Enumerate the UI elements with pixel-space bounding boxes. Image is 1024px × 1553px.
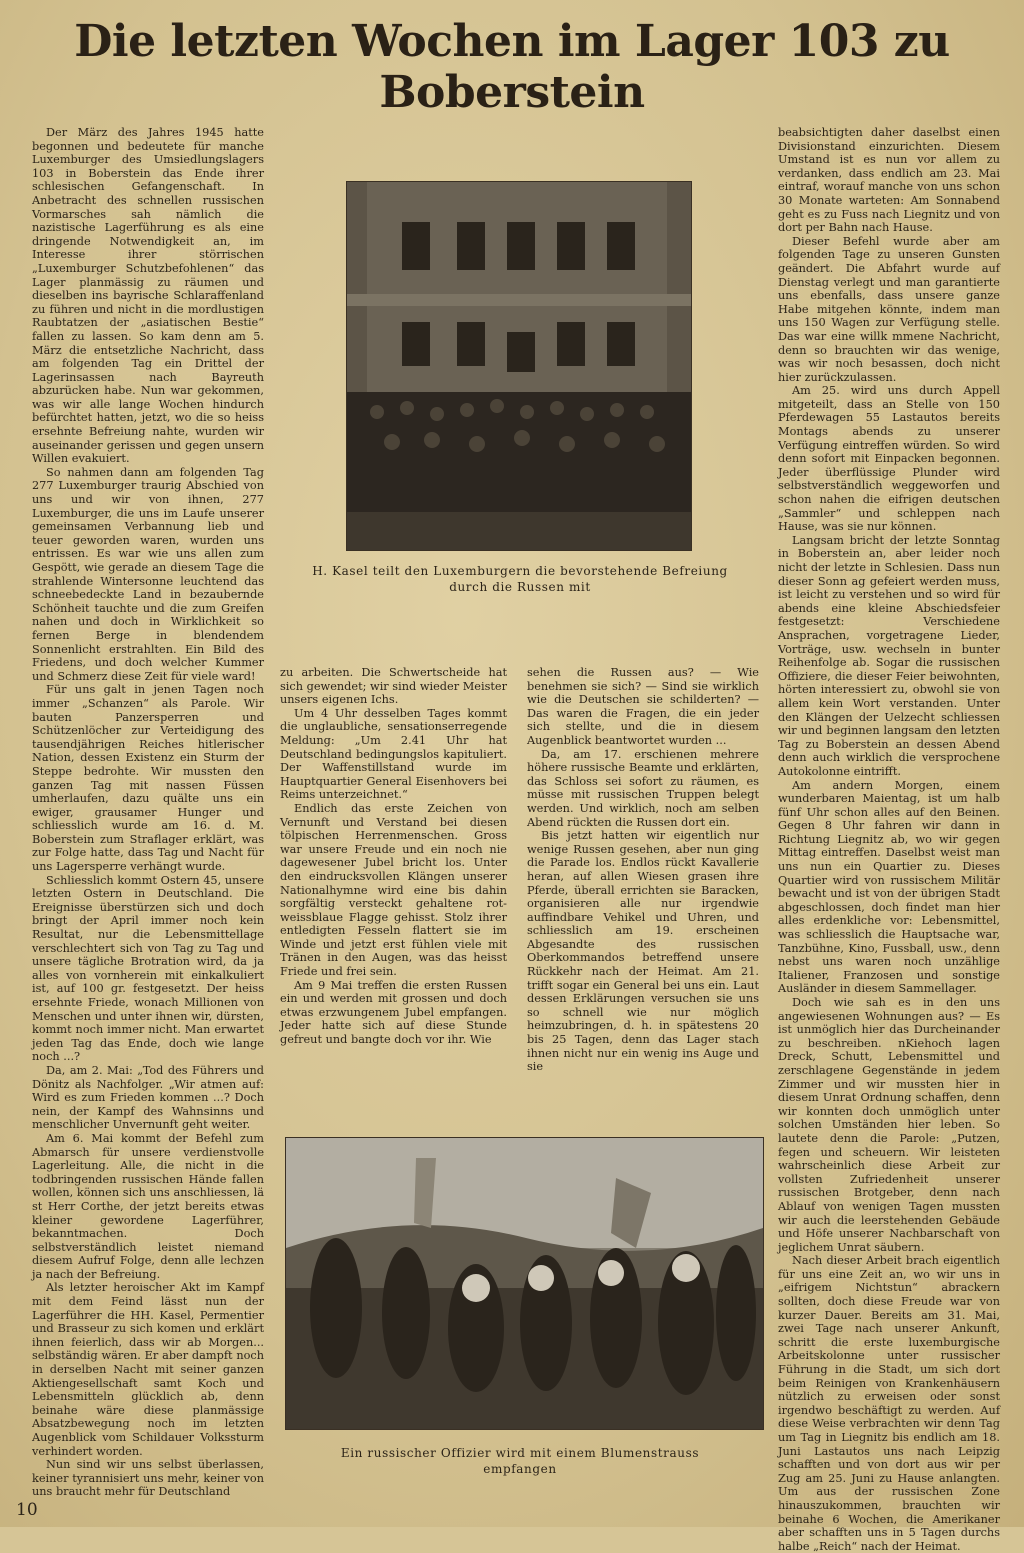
paragraph: Um 4 Uhr desselben Tages kommt die unglaubliche, sensationserregende Meldung: „Um 2.41 Uhr hat Deutschland bedingungslos kapituliert. Der Waffenstillstand wurde im Hauptquartier General Eisenhovers bei Reims unterzeichnet.“: [280, 706, 507, 802]
page-number: 10: [16, 1500, 38, 1520]
paragraph: beabsichtigten daher daselbst einen Divisionstand einzurichten. Diesem Umstand ist es nun vor allem zu verdanken, dass endlich am 23. Mai eintraf, worauf manche von uns schon 30 Monate warteten: Am Sonnabend geht es zu Fuss nach Liegnitz und von dort per Bahn nach Hause.: [778, 126, 1000, 235]
paragraph: Am 6. Mai kommt der Befehl zum Abmarsch für unsere verdienstvolle Lagerleitung. Alle, die nicht in die todbringenden russischen Hände fallen wollen, können sich uns anschliessen, lä st Herr Corthe, der jetzt bereits etwas kleiner gewordene Lagerführer, bekanntmachen. Doch selbstverständlich leistet niemand diesem Aufruf Folge, denn alle lechzen ja nach der Befreiung.: [32, 1131, 264, 1281]
paragraph: Nun sind wir uns selbst überlassen, keiner tyrannisiert uns mehr, keiner von uns braucht mehr für Deutschland: [32, 1458, 264, 1499]
paragraph: Langsam bricht der letzte Sonntag in Boberstein an, aber leider noch nicht der letzte in Schlesien. Dass nun dieser Sonn ag gefeiert werden muss, ist leicht zu verstehen und so wird für abends eine kleine Abschiedsfeier festgesetzt: Verschiedene Ansprachen, vorgetragene Lieder, Vorträge, usw. wechseln in bunter Reihenfolge ab. Sogar die russischen Offiziere, die dieser Feier beiwohnten, hörten interessiert zu, obwohl sie von allem kein Wort verstanden. Unter den Klängen der Uelzecht schliessen wir und beginnen langsam den letzten Tag zu Boberstein an dessen Abend denn auch wirklich die versprochene Autokolonne eintrifft.: [778, 533, 1000, 778]
paragraph: Bis jetzt hatten wir eigentlich nur wenige Russen gesehen, aber nun ging die Parade los. Endlos rückt Kavallerie heran, auf allen Wiesen grasen ihre Pferde, überall errichten sie Baracken, organisieren alle nur irgendwie auffindbare Vehikel und Uhren, und schliesslich am 19. erscheinen Abgesandte des russischen Oberkommandos betreffend unsere Rückkehr nach der Heimat. Am 21. trifft sogar ein General bei uns ein. Laut dessen Erklärungen versuchen sie uns so schnell wie nur möglich heimzubringen, d. h. in spätestens 20 bis 25 Tagen, denn das Lager stach ihnen nicht nur ein wenig ins Auge und sie: [527, 829, 759, 1074]
photo-officer-flowers: [285, 1137, 764, 1430]
paragraph: So nahmen dann am folgenden Tag 277 Luxemburger traurig Abschied von uns und wir von ihnen, 277 Luxemburger, die uns im Laufe unserer gemeinsamen Verbannung lieb und teuer geworden waren, wurden uns entrissen. Es war wie uns allen zum Gespött, wie gerade an diesem Tage die strahlende Wintersonne leuchtend das schneebedeckte Land in bezaubernde Schönheit tauchte und die zum Greifen nahen und doch in Wirklichkeit so fernen Berge in blendendem Sonnenlicht erstrahlten. Ein Bild des Friedens, und doch welcher Kummer und Schmerz diese Zeit für viele ward!: [32, 465, 264, 683]
text-column-middle-1: [280, 666, 507, 1066]
paragraph: Dieser Befehl wurde aber am folgenden Tage zu unseren Gunsten geändert. Die Abfahrt wurde auf Dienstag verlegt und man garantierte uns ebenfalls, dass unsere ganze Habe mitgehen könnte, indem man uns 150 Wagen zur Verfügung stelle. Das war eine willk mmene Nachricht, denn so brauchten wir das wenige, was wir noch besassen, doch nicht hier zurückzulassen.: [778, 234, 1000, 384]
paragraph: Am 25. wird uns durch Appell mitgeteilt, dass an Stelle von 150 Pferdewagen 55 Lastautos bereits Montags abends zu unserer Verfügung eintreffen würden. So wird denn sofort mit Einpacken begonnen. Jeder überflüssige Plunder wird selbstverständlich weggeworfen und schon nahen die eifrigen deutschen „Sammler“ und schleppen nach Hause, was sie nur können.: [778, 384, 1000, 534]
paragraph: Schliesslich kommt Ostern 45, unsere letzten Ostern in Deutschland. Die Ereignisse überstürzen sich und doch bringt der April immer noch kein Resultat, nur die Lebensmittellage verschlechtert sich von Tag zu Tag und unsere tägliche Brotration wird, da ja alles von vornherein mit einkalkuliert ist, auf 100 gr. festgesetzt. Der heiss ersehnte Friede, wonach Millionen von Menschen und unter ihnen wir, dürsten, kommt noch immer nicht. Man erwartet jeden Tag das Ende, doch wie lange noch ...?: [32, 873, 264, 1064]
headline: Die letzten Wochen im Lager 103 zu Boberstein: [74, 16, 950, 118]
photo-caption-bottom: [330, 1445, 710, 1477]
text-column-right: [778, 126, 1000, 1553]
text-column-left: [32, 126, 264, 1499]
paragraph: Nach dieser Arbeit brach eigentlich für uns eine Zeit an, wo wir uns in „eifrigem Nichtstun“ abrackern sollten, doch diese Freude war von kurzer Dauer. Bereits am 31. Mai, zwei Tage nach unserer Ankunft, schritt die erste luxemburgische Arbeitskolonne unter russischer Führung in die Stadt, um sich dort beim Reinigen von Krankenhäusern nützlich zu erweisen oder sonst irgendwo beschäftigt zu werden. Auf diese Weise verbrachten wir denn Tag um Tag in Liegnitz bis endlich am 18. Juni Lastautos uns nach Leipzig schafften und von dort aus wir per Zug am 25. Juni zu Hause anlangten. Um aus der russischen Zone hinauszukommen, brauchten wir beinahe 6 Wochen, die Amerikaner aber schafften uns in 5 Tagen durchs halbe „Reich“ nach der Heimat.: [778, 1254, 1000, 1553]
paragraph: Der März des Jahres 1945 hatte begonnen und bedeutete für manche Luxemburger des Umsiedlungslagers 103 in Boberstein das Ende ihrer schlesischen Gefangenschaft. In Anbetracht des schnellen russischen Vormarsches sah nämlich die nazistische Lagerführung es als eine dringende Notwendigkeit an, im Interesse ihrer störrischen „Luxemburger Schutzbefohlenen“ das Lager planmässig zu räumen und dieselben ins bayrische Schlaraffenland zu führen und nicht in die mordlustigen Raubtatzen der „asiatischen Bestie“ fallen zu lassen. So kam denn am 5. März die entsetzliche Nachricht, dass am folgenden Tag ein Drittel der Lagerinsassen nach Bayreuth abzurücken habe. Nun war gekommen, was wir alle lange Wochen hindurch befürchtet hatten, jetzt, wo die so heiss ersehnte Befreiung nahte, wurden wir auseinander gerissen und gegen unsern Willen evakuiert.: [32, 126, 264, 466]
photo-building-crowd: [346, 181, 692, 551]
paragraph: Am 9 Mai treffen die ersten Russen ein und werden mit grossen und doch etwas erzwungenem Jubel empfangen. Jeder hatte sich auf diese Stunde gefreut und bangte doch vor ihr. Wie: [280, 978, 507, 1047]
caption-line: Ein russischer Offizier wird mit einem Blumenstrauss: [340, 1446, 700, 1460]
photo-caption-top: [300, 563, 740, 595]
paragraph: Da, am 17. erschienen mehrere höhere russische Beamte und erklärten, das Schloss sei sofort zu räumen, es müsse mit russischen Truppen belegt werden. Und wirklich, noch am selben Abend rückten die Russen dort ein.: [527, 747, 759, 829]
paragraph: Als letzter heroischer Akt im Kampf mit dem Feind lässt nun der Lagerführer die HH. Kasel, Permentier und Brasseur zu sich komen und erklärt ihnen feierlich, dass wir ab Morgen... selbständig wären. Er aber dampft noch in derselben Nacht mit seiner ganzen Aktiengesellschaft samt Koch und Lebensmitteln glücklich ab, denn beinahe wäre diese planmässige Absatzbewegung noch im letzten Augenblick vom Schildauer Volkssturm verhindert worden.: [32, 1281, 264, 1458]
caption-line: H. Kasel teilt den Luxemburgern die bevorstehende Befreiung: [312, 564, 728, 578]
paragraph: Endlich das erste Zeichen von Vernunft und Verstand bei diesen tölpischen Herrenmenschen. Gross war unsere Freude und ein noch nie dagewesener Jubel bricht los. Unter den eindrucksvollen Klängen unserer Nationalhymne wird eine bis dahin sorgfältig versteckt gehaltene rot-weissblaue Flagge gehisst. Stolz ihrer entledigten Fesseln flattert sie im Winde und jetzt erst fühlen viele mit Tränen in den Augen, was das heisst Friede und frei sein.: [280, 801, 507, 979]
photo-officer-flowers-illustration: [286, 1138, 763, 1429]
caption-line: durch die Russen mit: [449, 580, 591, 594]
paragraph: Am andern Morgen, einem wunderbaren Maientag, ist um halb fünf Uhr schon alles auf den Beinen. Gegen 8 Uhr fahren wir dann in Richtung Liegnitz ab, wo wir gegen Mittag eintreffen. Daselbst weist man uns nun ein Quartier zu. Dieses Quartier wird von russischem Militär bewacht und ist von der übrigen Stadt abgeschlossen, doch findet man hier alles erdenkliche vor: Lebensmittel, was schliesslich die Hauptsache war, Tanzbühne, Kino, Fussball, usw., denn nebst uns waren noch unzählige Italiener, Franzosen und sonstige Ausländer in diesem Sammellager.: [778, 778, 1000, 996]
photo-building-crowd-illustration: [347, 182, 691, 550]
paragraph: Doch wie sah es in den uns angewiesenen Wohnungen aus? — Es ist unmöglich hier das Durcheinander zu beschreiben. nKiehoch lagen Dreck, Schutt, Lebensmittel und zerschlagene Gegenstände in jedem Zimmer und wir mussten hier in diesem Unrat Ordnung schaffen, denn wir konnten doch unmöglich unter solchen Umständen hier leben. So lautete denn die Parole: „Putzen, fegen und scheuern. Wir leisteten wahrscheinlich diese Arbeit zur vollsten Zufriedenheit unserer russischen Brotgeber, denn nach Ablauf von wenigen Tagen mussten wir auch die leerstehenden Gebäude und Höfe unserer Nachbarschaft von jeglichem Unrat säubern.: [778, 996, 1000, 1254]
paragraph: sehen die Russen aus? — Wie benehmen sie sich? — Sind sie wirklich wie die Deutschen sie schilderten? — Das waren die Fragen, die ein jeder sich stellte, und die in diesem Augenblick beantwortet wurden ...: [527, 666, 759, 747]
text-column-middle-2: [527, 666, 759, 1074]
paragraph: Da, am 2. Mai: „Tod des Führers und Dönitz als Nachfolger. „Wir atmen auf: Wird es zum Frieden kommen ...? Doch nein, der Kampf des Wahnsinns und menschlicher Unvernunft geht weiter.: [32, 1063, 264, 1132]
paragraph: Für uns galt in jenen Tagen noch immer „Schanzen“ als Parole. Wir bauten Panzersperren und Schützenlöcher zur Verteidigung des tausendjährigen Reiches hitlerischer Nation, dessen Existenz ein Sturm der Steppe bedrohte. Wir mussten den ganzen Tag mit nassen Füssen umherlaufen, dazu quälte uns ein ewiger, grausamer Hunger und schliesslich wurde am 16. d. M. Boberstein zum Straflager erklärt, was zur Folge hatte, dass Tag und Nacht für uns Lagersperre verhängt wurde.: [32, 683, 264, 874]
caption-line: empfangen: [483, 1462, 557, 1476]
paragraph: zu arbeiten. Die Schwertscheide hat sich gewendet; wir sind wieder Meister unsers eigenen Ichs.: [280, 666, 507, 707]
